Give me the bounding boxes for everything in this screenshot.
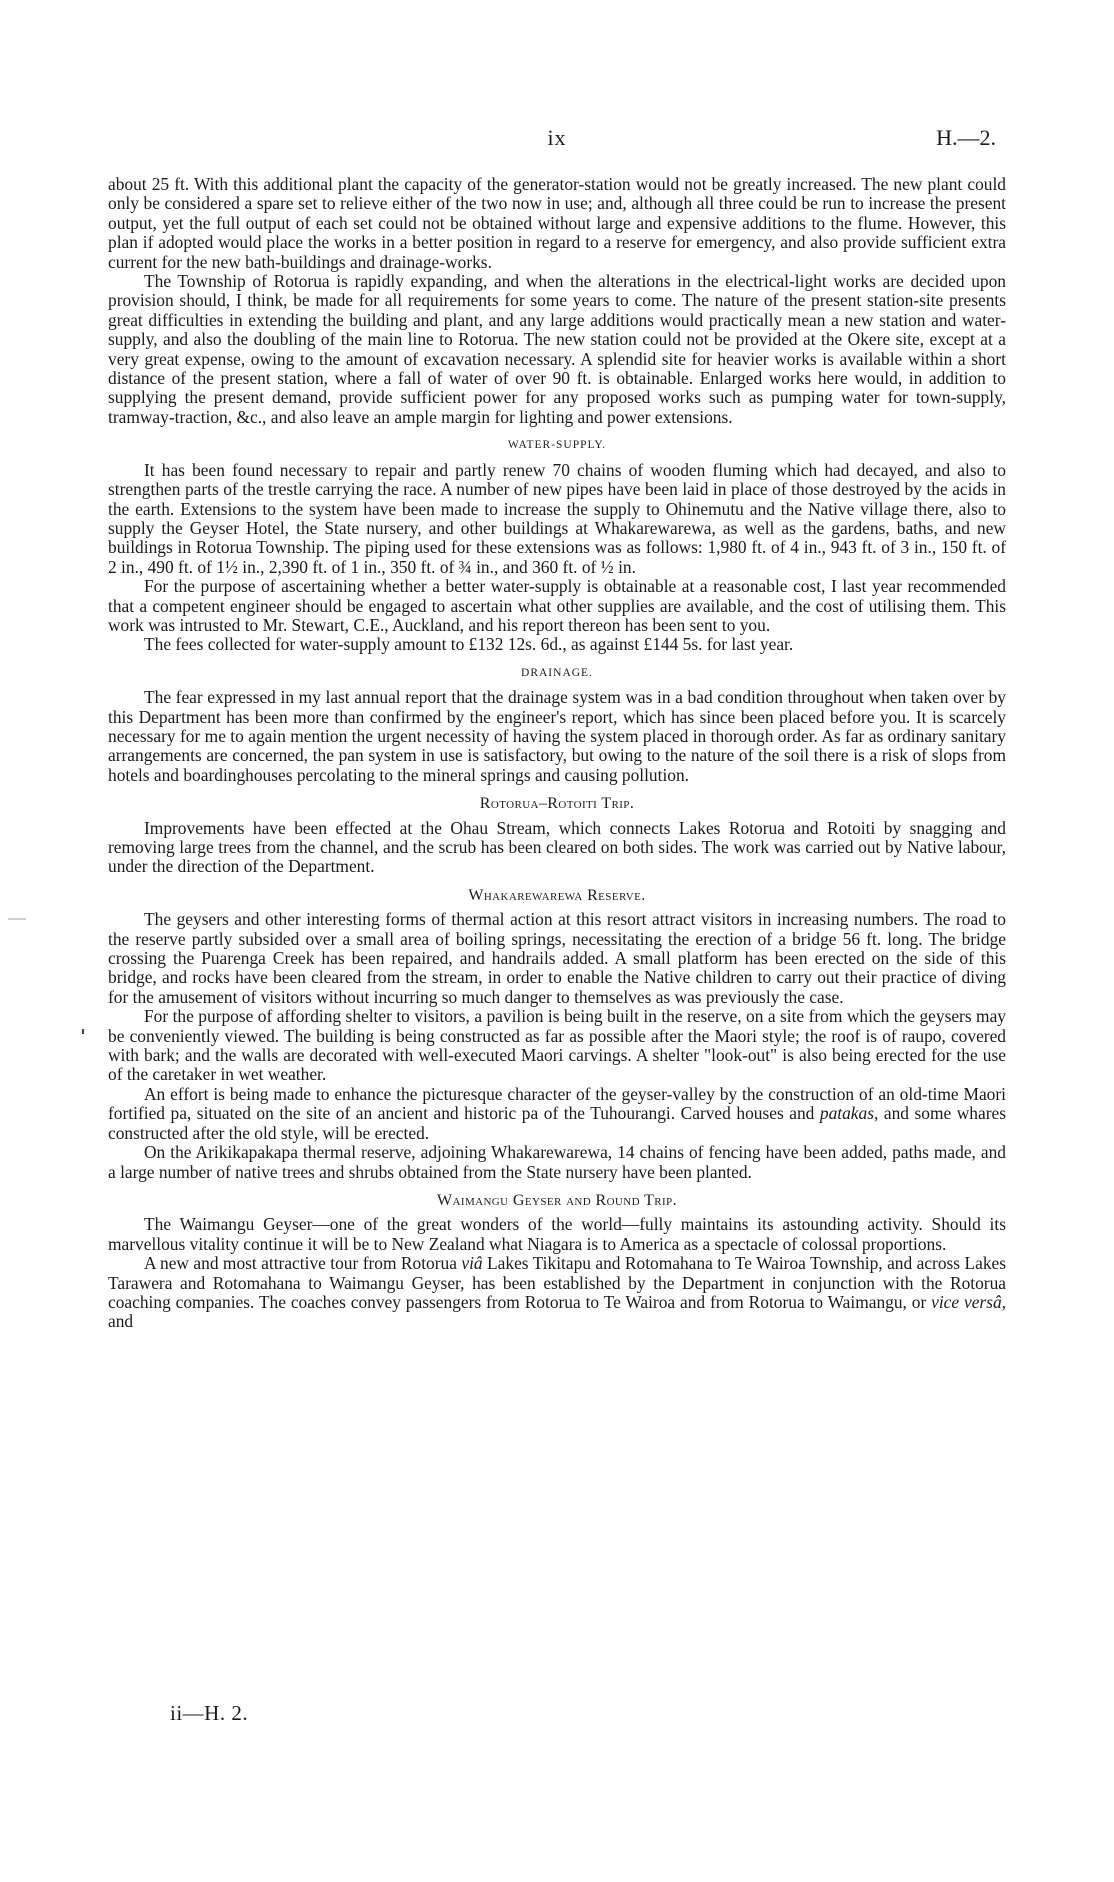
italic-term: viâ — [461, 1253, 483, 1274]
section-heading-drainage: DRAINAGE. — [521, 666, 593, 679]
paragraph — [108, 1254, 1006, 1332]
paragraph: For the purpose of affording shelter to visitors, a pavilion is being built in the reserve, on a site from which the geysers may be conveniently viewed. The building is being constructed as far as possible after the Maori style; the roof is of raupo, covered with bark; and the walls are decorated with well-executed Maori carvings. A shelter "look-out" is also being erected for the use of the caretaker in wet weather. — [108, 1006, 1006, 1085]
scan-margin-mark — [8, 918, 26, 920]
text-run: An effort is being made to enhance the picturesque character of the geyser-valley by the construction of an old-time Maori fortified pa, situated on the site of an ancient and historic pa of the Tuhourangi. Carved houses and — [108, 1083, 1006, 1124]
section-heading-waimangu: Waimangu Geyser and Round Trip. — [437, 1191, 677, 1209]
text-run: and some whares constructed after the old style, will be erected. — [108, 1103, 1006, 1143]
text-run: Lakes Tikitapu and Rotomahana to Te Wairoa Township, and across Lakes Tarawera and Rotomahana to Waimangu Geyser, has been established by the Department in conjunction with the Rotorua coaching companies. The coaches convey passengers from Rotorua to Te Wairoa and from Rotorua to Waimangu, or — [108, 1253, 1007, 1312]
paragraph: The Waimangu Geyser—one of the great wonders of the world—fully maintains its astounding activity. Should its marvellous vitality continue it will be to New Zealand what Niagara is to America as a spectacle of colossal proportions. — [108, 1214, 1006, 1254]
italic-term: patakas, — [819, 1103, 879, 1124]
section-heading-water-supply: WATER-SUPPLY. — [507, 439, 607, 452]
paragraph: For the purpose of ascertaining whether a better water-supply is obtainable at a reasonable cost, I last year recommended that a competent engineer should be engaged to ascertain what other supplies are available, and the cost of utilising them. This work was intrusted to Mr. Stewart, C.E., Auckland, and his report thereon has been sent to you. — [108, 576, 1006, 635]
section-heading-rotorua-rotoiti: Rotorua–Rotoiti Trip. — [479, 795, 635, 813]
scan-margin-tick — [82, 1029, 84, 1034]
page-number: ix — [547, 125, 567, 150]
paragraph: The Township of Rotorua is rapidly expanding, and when the alterations in the electrical-light works are decided upon provision should, I think, be made for all requirements for some years to come. The nature of the present station-site presents great difficulties in extending the building and plant, and any large additions would practically mean a new station and water-supply, and also the doubling of the main line to Rotorua. The new station could not be provided at the Okere site, except at a very great expense, owing to the amount of excavation necessary. A splendid site for heavier works is available within a short distance of the present station, where a fall of water of over 90 ft. is obtainable. Enlarged works here would, in addition to supplying the present demand, provide sufficient power for any proposed works such as pumping water for town-supply, tramway-traction, &c., and also leave an ample margin for lighting and power extensions. — [108, 271, 1006, 427]
paragraph: Improvements have been effected at the Ohau Stream, which connects Lakes Rotorua and Rotoiti by snagging and removing large trees from the channel, and the scrub has been cleared on both sides. The work was carried out by Native labour, under the direction of the Department. — [108, 817, 1006, 877]
paragraph: It has been found necessary to repair and partly renew 70 chains of wooden fluming which had decayed, and also to strengthen parts of the trestle carrying the race. A number of new pipes have been laid in place of those destroyed by the acids in the earth. Extensions to the system have been made to increase the supply to Ohinemutu and the Native village there, also to supply the Geyser Hotel, the State nursery, and other buildings at Whakarewarewa, as well as the gardens, baths, and new buildings in Rotorua Township. The piping used for these extensions was as follows: 1,980 ft. of 4 in., 943 ft. of 3 in., 150 ft. of 2 in., 490 ft. of 1½ in., 2,390 ft. of 1 in., 350 ft. of ¾ in., and 360 ft. of ½ in. — [108, 459, 1006, 577]
paragraph — [108, 1085, 1006, 1143]
document-body — [108, 175, 1006, 1332]
paragraph: The fees collected for water-supply amount to £132 12s. 6d., as against £144 5s. for last year. — [144, 634, 794, 655]
text-run: and — [108, 1311, 134, 1332]
paragraph: about 25 ft. With this additional plant the capacity of the generator-station would not be greatly increased. The new plant could only be considered a spare set to relieve either of the two now in use; and, although all three could be run to increase the present output, yet the full output of each set could not be obtained without large and expensive additions to the flume. However, this plan if adopted would place the works in a better position in regard to a reserve for emergency, and also provide sufficient extra current for the new bath-buildings and drainage-works. — [108, 174, 1006, 272]
printer-signature: ii—H. 2. — [170, 1701, 249, 1725]
paragraph: The fear expressed in my last annual report that the drainage system was in a bad condition throughout when taken over by this Department has been more than confirmed by the engineer's report, which has since been placed before you. It is scarcely necessary for me to again mention the urgent necessity of having the system placed in thorough order. As far as ordinary sanitary arrangements are concerned, the pan system in use is satisfactory, but owing to the nature of the soil there is a risk of slops from hotels and boardinghouses percolating to the mineral springs and causing pollution. — [108, 687, 1006, 785]
paragraph: The geysers and other interesting forms of thermal action at this resort attract visitors in increasing numbers. The road to the reserve partly subsided over a small area of boiling springs, necessitating the erection of a bridge 56 ft. long. The bridge crossing the Puarenga Creek has been repaired, and handrails added. A small platform has been erected on the side of this bridge, and rocks have been cleared from the stream, in order to enable the Native children to carry out their practice of diving for the amusement of visitors without incurring so much danger to themselves as was previously the case. — [108, 909, 1006, 1007]
text-run: A new and most attractive tour from Rotorua — [144, 1253, 462, 1274]
paragraph: On the Arikikapakapa thermal reserve, adjoining Whakarewarewa, 14 chains of fencing have been added, paths made, and a large number of native trees and shrubs obtained from the State nursery have been planted. — [108, 1142, 1006, 1182]
italic-term: vice versâ, — [931, 1291, 1006, 1312]
section-heading-whakarewarewa: Whakarewarewa Reserve. — [468, 886, 646, 904]
document-reference: H.—2. — [936, 125, 996, 150]
